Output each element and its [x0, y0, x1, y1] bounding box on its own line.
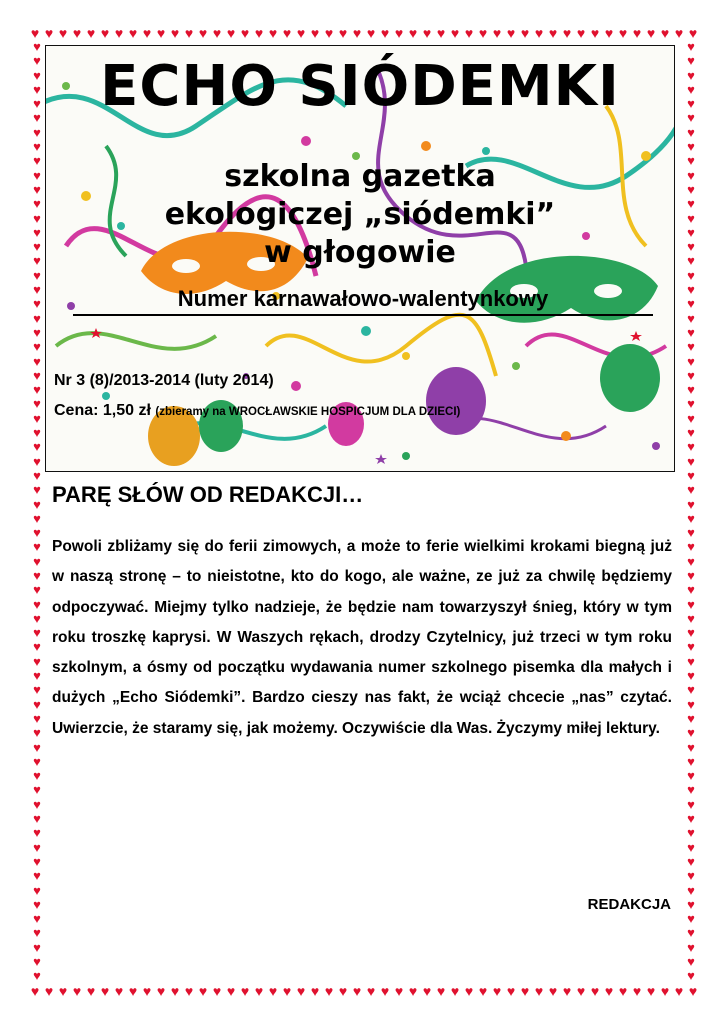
heart-icon: ♥	[212, 984, 222, 999]
heart-icon: ♥	[33, 525, 41, 541]
heart-icon: ♥	[618, 984, 628, 999]
heart-icon: ♥	[33, 482, 41, 498]
heart-icon: ♥	[268, 26, 278, 41]
heart-icon: ♥	[687, 96, 695, 112]
heart-icon: ♥	[687, 668, 695, 684]
heart-icon: ♥	[33, 596, 41, 612]
heart-icon: ♥	[282, 984, 292, 999]
heart-icon: ♥	[687, 753, 695, 769]
heart-icon: ♥	[380, 984, 390, 999]
heart-icon: ♥	[86, 26, 96, 41]
heart-icon: ♥	[33, 710, 41, 726]
heart-icon: ♥	[33, 410, 41, 426]
heart-icon: ♥	[687, 110, 695, 126]
heart-icon: ♥	[254, 984, 264, 999]
heart-icon: ♥	[687, 296, 695, 312]
heart-icon: ♥	[352, 984, 362, 999]
heart-icon: ♥	[674, 984, 684, 999]
heart-icon: ♥	[687, 510, 695, 526]
heart-icon: ♥	[687, 53, 695, 69]
heart-icon: ♥	[646, 26, 656, 41]
heart-icon: ♥	[33, 467, 41, 483]
issue-number: Nr 3 (8)/2013-2014 (luty 2014)	[54, 372, 274, 389]
heart-icon: ♥	[33, 382, 41, 398]
heart-icon: ♥	[687, 139, 695, 155]
heart-icon: ♥	[632, 26, 642, 41]
heart-icon: ♥	[366, 26, 376, 41]
heart-icon: ♥	[33, 539, 41, 555]
heart-icon: ♥	[576, 26, 586, 41]
heart-icon: ♥	[254, 26, 264, 41]
price-line	[54, 402, 460, 420]
masthead-title: ECHO SIÓDEMKI	[100, 54, 620, 119]
heart-icon: ♥	[33, 939, 41, 955]
heart-icon: ♥	[687, 482, 695, 498]
heart-icon: ♥	[687, 539, 695, 555]
editorial-paragraph: Powoli zbliżamy się do ferii zimowych, a może to ferie wielkimi krokami biegną już w naszą stronę – to nieistotne, kto do kogo, ale ważne, ze już za chwilę będziemy odpoczywać. Miejmy tylko nadzieje, że będzie nam towarzyszył śnieg, który w tym roku troszkę kaprysi. W Waszych rękach, drodzy Czytelnicy, już trzeci w tym roku szkolnym, a ósmy od początku wydawania numer szkolnego pisemka dla małych i dużych „Echo Siódemki”. Bardzo cieszy nas fakt, że wciąż chcecie „nas” czytać. Uwierzcie, że staramy się, jak możemy. Oczywiście dla Was. Życzymy miłej lektury.	[52, 538, 672, 737]
heart-icon: ♥	[688, 26, 698, 41]
heart-icon: ♥	[33, 425, 41, 441]
heart-icon: ♥	[33, 582, 41, 598]
heart-icon: ♥	[33, 367, 41, 383]
heart-icon: ♥	[687, 67, 695, 83]
heart-icon: ♥	[33, 81, 41, 97]
heart-icon: ♥	[674, 26, 684, 41]
heart-icon: ♥	[58, 26, 68, 41]
heart-icon: ♥	[436, 26, 446, 41]
heart-icon: ♥	[687, 324, 695, 340]
heart-icon: ♥	[687, 625, 695, 641]
heart-icon: ♥	[687, 868, 695, 884]
heart-icon: ♥	[422, 984, 432, 999]
heart-icon: ♥	[687, 582, 695, 598]
heart-icon: ♥	[184, 984, 194, 999]
heart-icon: ♥	[170, 26, 180, 41]
heart-border-bottom	[28, 984, 698, 1000]
heart-icon: ♥	[687, 725, 695, 741]
heart-icon: ♥	[687, 181, 695, 197]
heart-icon: ♥	[394, 984, 404, 999]
heart-icon: ♥	[687, 267, 695, 283]
heart-icon: ♥	[408, 984, 418, 999]
issue-name: Numer karnawałowo-walentynkowy	[73, 286, 653, 316]
heart-icon: ♥	[366, 984, 376, 999]
heart-icon: ♥	[687, 382, 695, 398]
heart-icon: ♥	[114, 26, 124, 41]
heart-border-top	[28, 26, 698, 42]
heart-icon: ♥	[687, 339, 695, 355]
heart-icon: ♥	[33, 40, 41, 54]
heart-icon: ♥	[687, 811, 695, 827]
heart-icon: ♥	[72, 984, 82, 999]
heart-icon: ♥	[687, 782, 695, 798]
heart-icon: ♥	[548, 984, 558, 999]
heart-icon: ♥	[338, 26, 348, 41]
heart-icon: ♥	[687, 196, 695, 212]
heart-icon: ♥	[687, 496, 695, 512]
heart-icon: ♥	[687, 939, 695, 955]
heart-icon: ♥	[212, 26, 222, 41]
heart-icon: ♥	[296, 26, 306, 41]
heart-icon: ♥	[687, 768, 695, 784]
heart-icon: ♥	[198, 984, 208, 999]
heart-icon: ♥	[324, 26, 334, 41]
heart-icon: ♥	[240, 26, 250, 41]
heart-icon: ♥	[33, 110, 41, 126]
heart-icon: ♥	[33, 796, 41, 812]
heart-icon: ♥	[33, 196, 41, 212]
heart-icon: ♥	[687, 224, 695, 240]
heart-icon: ♥	[478, 984, 488, 999]
heart-icon: ♥	[33, 496, 41, 512]
heart-icon: ♥	[687, 525, 695, 541]
heart-icon: ♥	[33, 911, 41, 927]
heart-icon: ♥	[33, 339, 41, 355]
heart-icon: ♥	[687, 710, 695, 726]
heart-icon: ♥	[422, 26, 432, 41]
heart-icon: ♥	[604, 984, 614, 999]
heart-icon: ♥	[33, 625, 41, 641]
editorial-body	[52, 532, 672, 744]
heart-icon: ♥	[687, 396, 695, 412]
heart-icon: ♥	[604, 26, 614, 41]
heart-icon: ♥	[310, 26, 320, 41]
heart-icon: ♥	[30, 26, 40, 41]
heart-icon: ♥	[687, 410, 695, 426]
heart-icon: ♥	[33, 510, 41, 526]
heart-icon: ♥	[394, 26, 404, 41]
heart-icon: ♥	[33, 639, 41, 655]
heart-icon: ♥	[687, 682, 695, 698]
heart-icon: ♥	[464, 26, 474, 41]
heart-icon: ♥	[576, 984, 586, 999]
heart-icon: ♥	[687, 596, 695, 612]
heart-icon: ♥	[184, 26, 194, 41]
heart-icon: ♥	[226, 26, 236, 41]
heart-icon: ♥	[33, 882, 41, 898]
heart-icon: ♥	[282, 26, 292, 41]
heart-icon: ♥	[44, 984, 54, 999]
heart-icon: ♥	[687, 367, 695, 383]
heart-icon: ♥	[352, 26, 362, 41]
cover-box	[45, 45, 675, 472]
heart-icon: ♥	[506, 26, 516, 41]
heart-icon: ♥	[33, 653, 41, 669]
heart-icon: ♥	[660, 984, 670, 999]
heart-icon: ♥	[464, 984, 474, 999]
heart-icon: ♥	[534, 26, 544, 41]
heart-icon: ♥	[687, 553, 695, 569]
heart-icon: ♥	[450, 984, 460, 999]
editorial-signature: REDAKCJA	[587, 896, 671, 913]
heart-icon: ♥	[33, 453, 41, 469]
heart-icon: ♥	[687, 210, 695, 226]
heart-icon: ♥	[156, 26, 166, 41]
heart-icon: ♥	[33, 739, 41, 755]
heart-icon: ♥	[156, 984, 166, 999]
heart-icon: ♥	[33, 839, 41, 855]
heart-icon: ♥	[114, 984, 124, 999]
price-note: (zbieramy na WROCŁAWSKIE HOSPICJUM DLA DZIECI)	[155, 406, 461, 418]
heart-icon: ♥	[33, 567, 41, 583]
heart-icon: ♥	[296, 984, 306, 999]
heart-icon: ♥	[100, 26, 110, 41]
heart-icon: ♥	[33, 310, 41, 326]
heart-icon: ♥	[33, 210, 41, 226]
heart-icon: ♥	[687, 610, 695, 626]
heart-icon: ♥	[687, 40, 695, 54]
heart-icon: ♥	[520, 26, 530, 41]
heart-icon: ♥	[100, 984, 110, 999]
heart-icon: ♥	[86, 984, 96, 999]
heart-icon: ♥	[33, 925, 41, 941]
editorial-heading: PARĘ SŁÓW OD REDAKCJI…	[52, 482, 364, 507]
heart-icon: ♥	[33, 181, 41, 197]
heart-icon: ♥	[33, 53, 41, 69]
heart-icon: ♥	[58, 984, 68, 999]
heart-icon: ♥	[687, 968, 695, 984]
heart-icon: ♥	[30, 984, 40, 999]
heart-icon: ♥	[33, 267, 41, 283]
heart-icon: ♥	[33, 696, 41, 712]
heart-icon: ♥	[33, 353, 41, 369]
heart-icon: ♥	[324, 984, 334, 999]
heart-icon: ♥	[590, 984, 600, 999]
heart-border-right	[684, 40, 698, 986]
heart-icon: ♥	[687, 639, 695, 655]
heart-icon: ♥	[33, 610, 41, 626]
heart-icon: ♥	[226, 984, 236, 999]
heart-border-left	[30, 40, 44, 986]
heart-icon: ♥	[687, 739, 695, 755]
heart-icon: ♥	[687, 239, 695, 255]
heart-icon: ♥	[492, 26, 502, 41]
heart-icon: ♥	[687, 353, 695, 369]
heart-icon: ♥	[478, 26, 488, 41]
heart-icon: ♥	[33, 253, 41, 269]
heart-icon: ♥	[33, 954, 41, 969]
heart-icon: ♥	[380, 26, 390, 41]
heart-icon: ♥	[687, 653, 695, 669]
heart-icon: ♥	[687, 896, 695, 912]
heart-icon: ♥	[687, 439, 695, 455]
heart-icon: ♥	[590, 26, 600, 41]
heart-icon: ♥	[33, 439, 41, 455]
heart-icon: ♥	[506, 984, 516, 999]
heart-icon: ♥	[33, 668, 41, 684]
heart-icon: ♥	[660, 26, 670, 41]
heart-icon: ♥	[33, 553, 41, 569]
heart-icon: ♥	[687, 925, 695, 941]
heart-icon: ♥	[33, 782, 41, 798]
heart-icon: ♥	[33, 239, 41, 255]
heart-icon: ♥	[33, 167, 41, 183]
heart-icon: ♥	[72, 26, 82, 41]
heart-icon: ♥	[338, 984, 348, 999]
heart-icon: ♥	[687, 153, 695, 169]
heart-icon: ♥	[687, 467, 695, 483]
heart-icon: ♥	[128, 984, 138, 999]
heart-icon: ♥	[408, 26, 418, 41]
heart-icon: ♥	[33, 324, 41, 340]
heart-icon: ♥	[687, 453, 695, 469]
heart-icon: ♥	[687, 124, 695, 140]
heart-icon: ♥	[687, 425, 695, 441]
heart-icon: ♥	[33, 853, 41, 869]
heart-icon: ♥	[33, 896, 41, 912]
heart-icon: ♥	[268, 984, 278, 999]
heart-icon: ♥	[33, 825, 41, 841]
heart-icon: ♥	[198, 26, 208, 41]
heart-icon: ♥	[450, 26, 460, 41]
heart-icon: ♥	[436, 984, 446, 999]
heart-icon: ♥	[33, 868, 41, 884]
heart-icon: ♥	[548, 26, 558, 41]
heart-icon: ♥	[687, 253, 695, 269]
heart-icon: ♥	[687, 911, 695, 927]
heart-icon: ♥	[632, 984, 642, 999]
heart-icon: ♥	[240, 984, 250, 999]
heart-icon: ♥	[33, 139, 41, 155]
heart-icon: ♥	[687, 882, 695, 898]
heart-icon: ♥	[33, 96, 41, 112]
heart-icon: ♥	[687, 567, 695, 583]
heart-icon: ♥	[142, 984, 152, 999]
heart-icon: ♥	[520, 984, 530, 999]
heart-icon: ♥	[33, 224, 41, 240]
heart-icon: ♥	[33, 296, 41, 312]
heart-icon: ♥	[170, 984, 180, 999]
subtitle-line: szkolna gazetka	[224, 159, 496, 194]
heart-icon: ♥	[687, 954, 695, 969]
heart-icon: ♥	[618, 26, 628, 41]
heart-icon: ♥	[310, 984, 320, 999]
heart-icon: ♥	[687, 282, 695, 298]
heart-icon: ♥	[534, 984, 544, 999]
heart-icon: ♥	[688, 984, 698, 999]
heart-icon: ♥	[33, 753, 41, 769]
heart-icon: ♥	[33, 396, 41, 412]
heart-icon: ♥	[687, 839, 695, 855]
heart-icon: ♥	[33, 282, 41, 298]
heart-icon: ♥	[687, 825, 695, 841]
heart-icon: ♥	[44, 26, 54, 41]
heart-icon: ♥	[687, 796, 695, 812]
heart-icon: ♥	[33, 725, 41, 741]
heart-icon: ♥	[33, 124, 41, 140]
heart-icon: ♥	[687, 167, 695, 183]
heart-icon: ♥	[687, 81, 695, 97]
heart-icon: ♥	[33, 682, 41, 698]
subtitle-line: ekologiczej „siódemki”	[164, 197, 556, 232]
heart-icon: ♥	[128, 26, 138, 41]
heart-icon: ♥	[33, 768, 41, 784]
heart-icon: ♥	[562, 984, 572, 999]
heart-icon: ♥	[33, 67, 41, 83]
subtitle-line: w głogowie	[264, 235, 456, 270]
heart-icon: ♥	[687, 310, 695, 326]
heart-icon: ♥	[562, 26, 572, 41]
heart-icon: ♥	[687, 853, 695, 869]
heart-icon: ♥	[142, 26, 152, 41]
heart-icon: ♥	[33, 968, 41, 984]
price-label: Cena: 1,50 zł	[54, 402, 151, 419]
heart-icon: ♥	[492, 984, 502, 999]
heart-icon: ♥	[33, 811, 41, 827]
heart-icon: ♥	[646, 984, 656, 999]
heart-icon: ♥	[687, 696, 695, 712]
heart-icon: ♥	[33, 153, 41, 169]
